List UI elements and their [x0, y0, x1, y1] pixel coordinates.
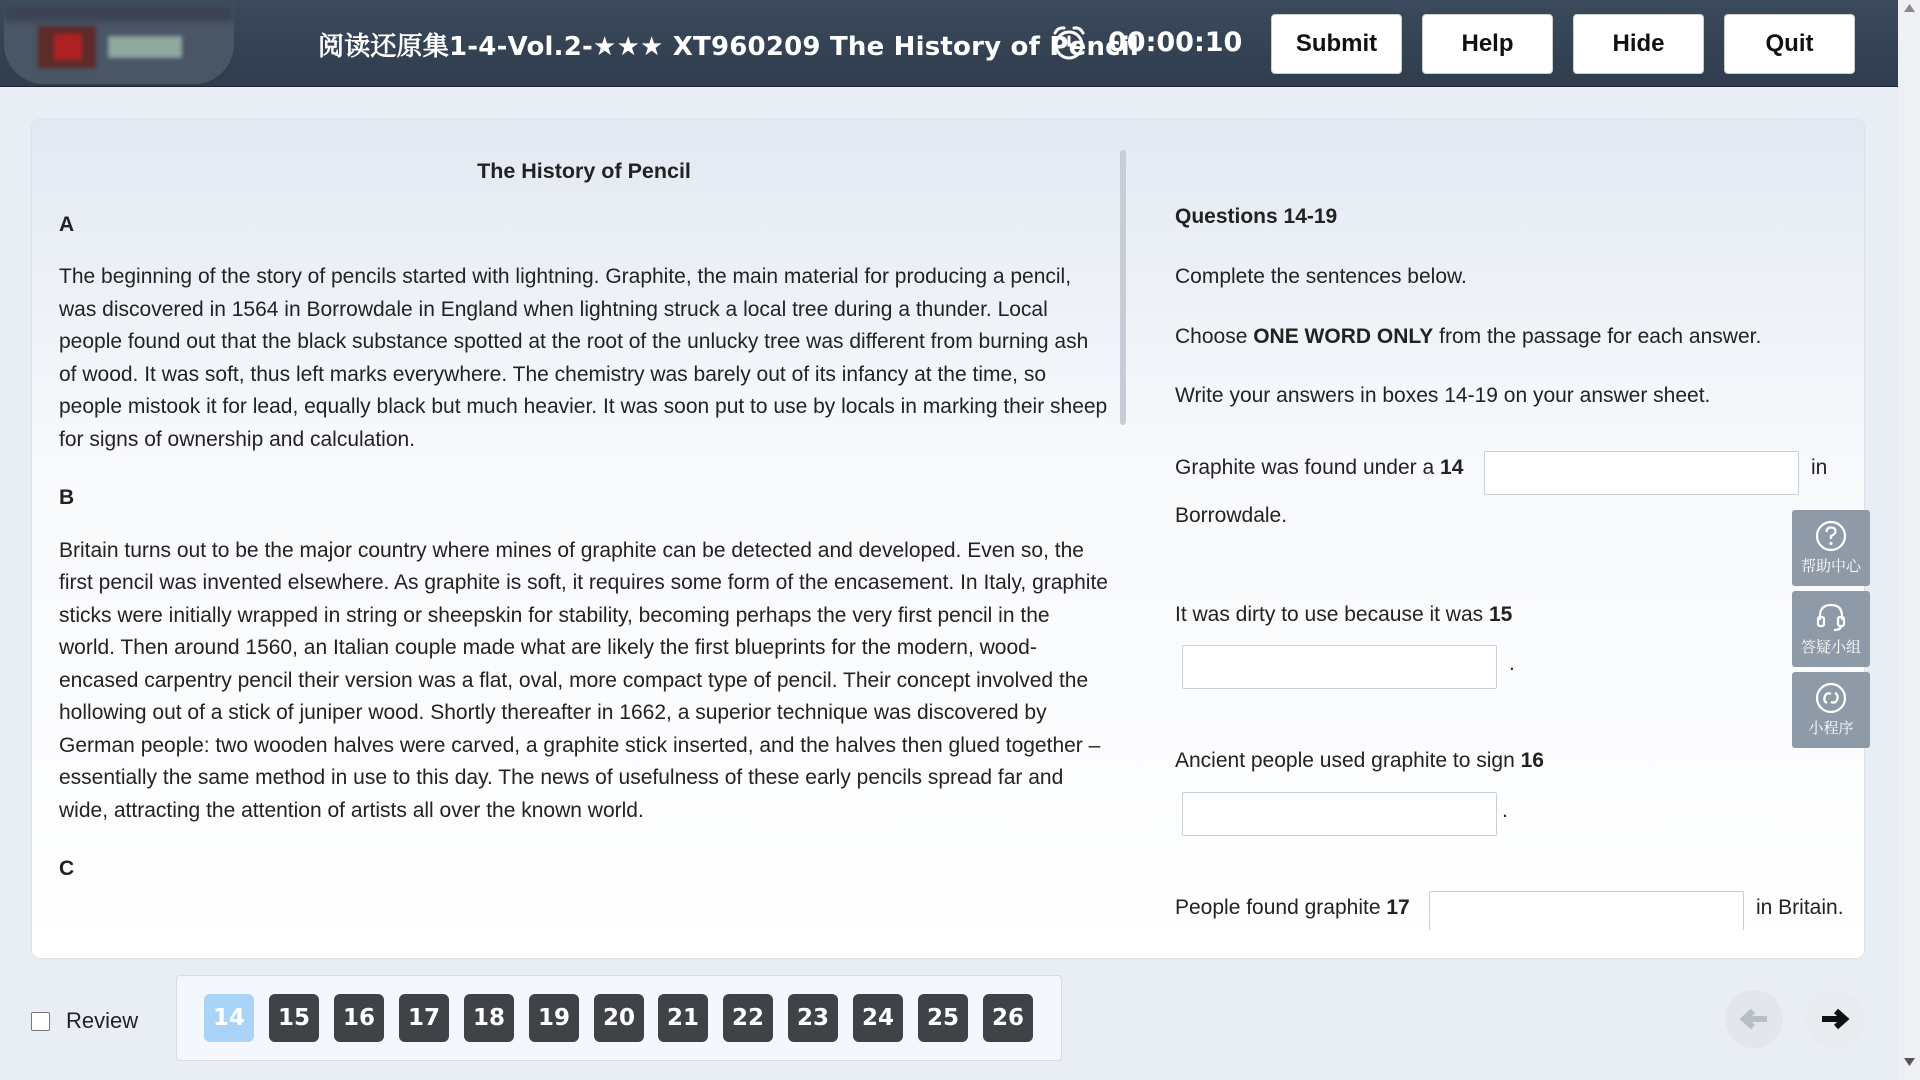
section-letter: B — [59, 486, 75, 509]
qa-group-label: 答疑小组 — [1800, 638, 1861, 656]
question-nav-19[interactable]: 19 — [529, 994, 579, 1042]
question-15-text: It was dirty to use because it was 15 — [1175, 603, 1513, 626]
passage-title: The History of Pencil — [477, 159, 691, 183]
reading-passage[interactable] — [59, 155, 1109, 950]
question-nav-18[interactable]: 18 — [464, 994, 514, 1042]
help-circle-icon — [1814, 519, 1848, 553]
page-scrollbar[interactable] — [1898, 0, 1920, 1080]
question-14-continuation: Borrowdale. — [1175, 504, 1288, 527]
question-14-suffix: in — [1811, 456, 1828, 479]
question-nav-25[interactable]: 25 — [918, 994, 968, 1042]
review-checkbox[interactable] — [31, 1012, 50, 1031]
help-button[interactable]: Help — [1422, 14, 1553, 74]
logo — [4, 4, 234, 84]
instruction: Write your answers in boxes 14-19 on your answer sheet. — [1175, 384, 1711, 407]
test-title: 阅读还原集1-4-Vol.2-★★★ XT960209 The History of Pencil — [318, 32, 1140, 62]
headset-icon — [1814, 600, 1848, 634]
link-icon — [1814, 681, 1848, 715]
timer: 00:00:10 — [1108, 27, 1243, 58]
question-nav-15[interactable]: 15 — [269, 994, 319, 1042]
question-nav-24[interactable]: 24 — [853, 994, 903, 1042]
paragraph: The beginning of the story of pencils started with lightning. Graphite, the main material for producing a pencil, was discovered in 1564 in Borrowdale in England when lightning struck a local tree during a thunder. Local people found out that the black substance spotted at the root of the unlucky tree was different from burning ash of wood. It was soft, thus left marks everywhere. The chemistry was barely out of its infancy at the time, so people mistook it for lead, equally black but much heavier. It was soon put to use by locals in marking their sheep for signs of ownership and calculation. — [59, 265, 1108, 451]
arrow-right-icon — [1820, 1008, 1850, 1030]
help-center-label: 帮助中心 — [1800, 557, 1861, 575]
review-label: Review — [66, 1008, 139, 1033]
answer-input-14[interactable] — [1484, 451, 1799, 495]
next-button[interactable] — [1806, 990, 1864, 1048]
question-nav-22[interactable]: 22 — [723, 994, 773, 1042]
arrow-left-icon — [1739, 1008, 1769, 1030]
question-nav-21[interactable]: 21 — [658, 994, 708, 1042]
question-nav-16[interactable]: 16 — [334, 994, 384, 1042]
question-nav-26[interactable]: 26 — [983, 994, 1033, 1042]
previous-button[interactable] — [1725, 990, 1783, 1048]
answer-input-17[interactable] — [1429, 891, 1744, 930]
question-nav-20[interactable]: 20 — [594, 994, 644, 1042]
question-nav-17[interactable]: 17 — [399, 994, 449, 1042]
help-center-button[interactable] — [1792, 510, 1870, 586]
hide-button[interactable]: Hide — [1573, 14, 1704, 74]
instruction: Choose ONE WORD ONLY from the passage for each answer. — [1175, 325, 1762, 348]
question-16-text: Ancient people used graphite to sign 16 — [1175, 749, 1544, 772]
mini-program-label: 小程序 — [1808, 719, 1854, 737]
question-15-suffix: . — [1509, 652, 1515, 675]
question-17-suffix: in Britain. — [1756, 896, 1844, 919]
alarm-clock-icon — [1050, 24, 1088, 62]
question-17-text: People found graphite 17 — [1175, 896, 1410, 919]
scroll-down-icon[interactable] — [1904, 1058, 1915, 1066]
mini-program-button[interactable] — [1792, 672, 1870, 748]
question-nav-23[interactable]: 23 — [788, 994, 838, 1042]
answer-input-16[interactable] — [1182, 792, 1497, 836]
pane-splitter[interactable] — [1120, 150, 1126, 425]
review-toggle[interactable] — [31, 1008, 138, 1034]
section-letter: A — [59, 212, 75, 236]
quit-button[interactable]: Quit — [1724, 14, 1855, 74]
question-14-text: Graphite was found under a 14 — [1175, 456, 1464, 479]
qa-group-button[interactable] — [1792, 591, 1870, 667]
answer-input-15[interactable] — [1182, 645, 1497, 689]
scroll-up-icon[interactable] — [1904, 4, 1915, 12]
section-letter: C — [59, 857, 75, 880]
questions-pane — [1175, 205, 1855, 930]
question-16-suffix: . — [1502, 799, 1508, 822]
questions-heading: Questions 14-19 — [1175, 205, 1338, 228]
question-nav-14[interactable]: 14 — [204, 994, 254, 1042]
submit-button[interactable]: Submit — [1271, 14, 1402, 74]
top-bar — [0, 0, 1898, 87]
paragraph: Britain turns out to be the major country where mines of graphite can be detected and developed. Even so, the first pencil was invented elsewhere. As graphite is soft, it requires some form of the encasement. In Italy, graphite sticks were initially wrapped in string or sheepskin for stability, becoming perhaps the very first pencil in the world. Then around 1560, an Italian couple made what are likely the first blueprints for the modern, wood-encased carpentry pencil their version was a flat, oval, more compact type of pencil. Their concept involved the hollowing out of a stick of juniper wood. Shortly thereafter in 1662, a superior technique was discovered by German people: two wooden halves were carved, a graphite stick inserted, and the halves then glued together – essentially the same method in use to this day. The news of usefulness of these early pencils spread far and wide, attracting the attention of artists all over the known world. — [59, 538, 1108, 822]
instruction: Complete the sentences below. — [1175, 265, 1467, 288]
